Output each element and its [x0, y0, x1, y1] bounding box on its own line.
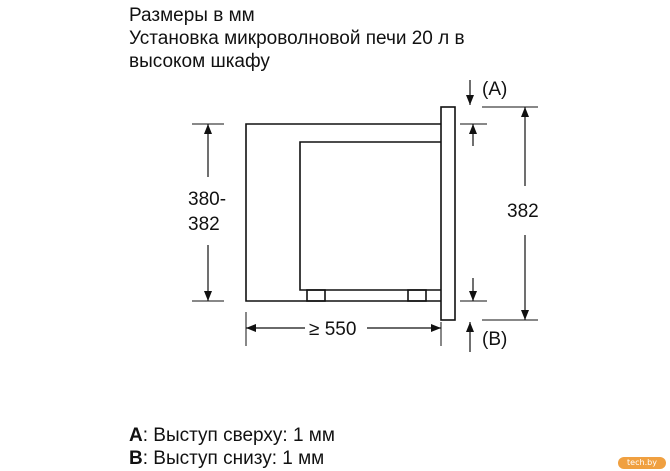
legend-row-A — [129, 424, 335, 447]
dimension-depth: ≥ 550 — [309, 319, 357, 340]
microwave-foot-left — [307, 290, 325, 301]
legend-key-A: A — [129, 425, 143, 446]
legend — [129, 424, 335, 470]
legend-text-B: : Выступ снизу: 1 мм — [142, 448, 325, 469]
cabinet-niche-outline — [246, 124, 441, 301]
marker-B: (B) — [482, 329, 508, 350]
microwave-body — [300, 142, 441, 290]
marker-A: (A) — [482, 79, 508, 100]
dimension-left-height-line1: 380- — [188, 189, 227, 210]
legend-key-B: B — [129, 448, 143, 469]
legend-text-A: : Выступ сверху: 1 мм — [142, 425, 335, 446]
dimension-left-height-line2: 382 — [188, 214, 220, 235]
title-units: Размеры в мм — [129, 5, 255, 26]
dimension-right-height: 382 — [507, 201, 539, 222]
legend-row-B — [129, 447, 335, 470]
title-installation-line1: Установка микроволновой печи 20 л в — [129, 28, 465, 49]
microwave-front-panel — [441, 107, 455, 320]
watermark: tech.by — [618, 457, 666, 469]
title-installation-line2: высоком шкафу — [129, 51, 270, 72]
microwave-foot-right — [408, 290, 426, 301]
